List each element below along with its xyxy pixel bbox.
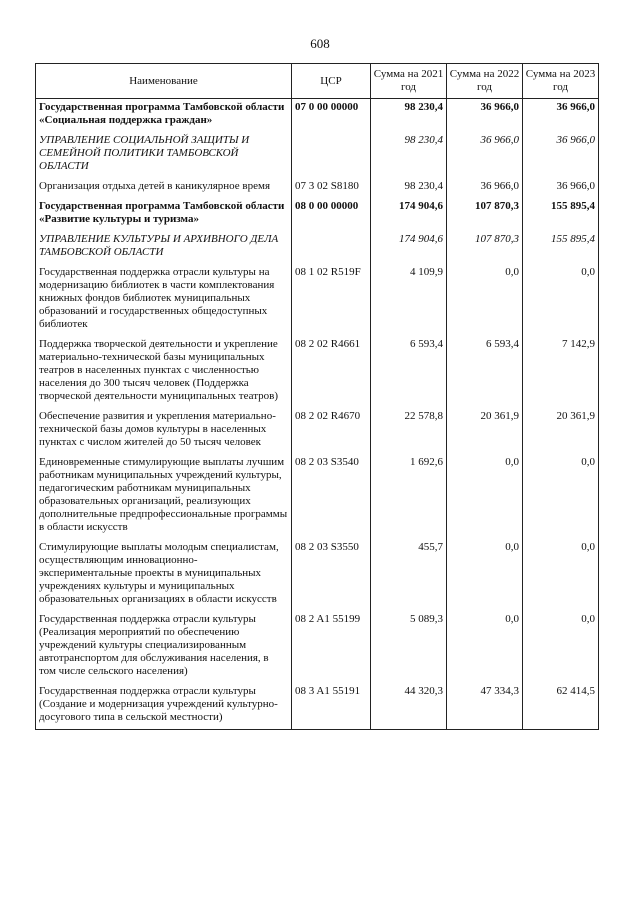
row-sum-2023-cell: 20 361,9: [523, 408, 599, 454]
row-sum-2023-cell: 155 895,4: [523, 198, 599, 231]
row-sum-2022-cell: 0,0: [447, 264, 523, 336]
row-sum-2021-cell: 98 230,4: [371, 132, 447, 178]
row-code-cell: [292, 231, 371, 264]
table-row: [36, 264, 599, 336]
row-sum-2021-cell: 44 320,3: [371, 683, 447, 730]
row-code-cell: 08 0 00 00000: [292, 198, 371, 231]
row-code-cell: 08 1 02 R519F: [292, 264, 371, 336]
table-row: [36, 454, 599, 539]
row-name-cell: Стимулирующие выплаты молодым специалистам, осуществляющим инновационно-экспериментальные проекты в муниципальных учреждениях культуры и муниципальных образовательных организациях в области искусств: [36, 539, 292, 611]
row-sum-2023-cell: 0,0: [523, 539, 599, 611]
row-sum-2023-cell: 36 966,0: [523, 132, 599, 178]
row-sum-2022-cell: 36 966,0: [447, 178, 523, 198]
row-sum-2022-cell: 0,0: [447, 454, 523, 539]
row-name-cell: Поддержка творческой деятельности и укрепление материально-технической базы муниципальных театров в населенных пунктах с численностью населения до 300 тысяч человек (Поддержка творческой деятельности муниципальных театров): [36, 336, 292, 408]
row-code-cell: 08 2 02 R4661: [292, 336, 371, 408]
row-sum-2023-cell: 155 895,4: [523, 231, 599, 264]
table-row: [36, 198, 599, 231]
row-name-cell: Единовременные стимулирующие выплаты лучшим работникам муниципальных учреждений культуры, педагогическим работникам муниципальных образовательных организаций, реализующих дополнительные предпрофессиональные программы в области искусств: [36, 454, 292, 539]
row-sum-2021-cell: 98 230,4: [371, 178, 447, 198]
row-code-cell: 08 2 02 R4670: [292, 408, 371, 454]
row-name-cell: УПРАВЛЕНИЕ КУЛЬТУРЫ И АРХИВНОГО ДЕЛА ТАМБОВСКОЙ ОБЛАСТИ: [36, 231, 292, 264]
header-sum-2021: Сумма на 2021 год: [371, 64, 447, 99]
row-sum-2022-cell: 107 870,3: [447, 198, 523, 231]
header-sum-2023: Сумма на 2023 год: [523, 64, 599, 99]
row-code-cell: 08 2 03 S3540: [292, 454, 371, 539]
header-name: Наименование: [36, 64, 292, 99]
table-row: [36, 408, 599, 454]
table-row: [36, 99, 599, 133]
table-row: [36, 178, 599, 198]
row-code-cell: 07 0 00 00000: [292, 99, 371, 133]
row-name-cell: Государственная программа Тамбовской области «Развитие культуры и туризма»: [36, 198, 292, 231]
row-sum-2021-cell: 22 578,8: [371, 408, 447, 454]
row-sum-2021-cell: 455,7: [371, 539, 447, 611]
row-sum-2023-cell: 0,0: [523, 454, 599, 539]
row-sum-2021-cell: 6 593,4: [371, 336, 447, 408]
row-name-cell: Обеспечение развития и укрепления материально-технической базы домов культуры в населенных пунктах с числом жителей до 50 тысяч человек: [36, 408, 292, 454]
row-sum-2023-cell: 36 966,0: [523, 178, 599, 198]
table-row: [36, 683, 599, 730]
row-code-cell: [292, 132, 371, 178]
row-sum-2022-cell: 0,0: [447, 539, 523, 611]
row-sum-2021-cell: 174 904,6: [371, 231, 447, 264]
table-row: [36, 539, 599, 611]
row-sum-2023-cell: 0,0: [523, 264, 599, 336]
page-number: 608: [310, 36, 330, 51]
header-sum-2022: Сумма на 2022 год: [447, 64, 523, 99]
row-code-cell: 08 3 A1 55191: [292, 683, 371, 730]
row-sum-2022-cell: 36 966,0: [447, 99, 523, 133]
row-sum-2023-cell: 36 966,0: [523, 99, 599, 133]
row-name-cell: Государственная программа Тамбовской области «Социальная поддержка граждан»: [36, 99, 292, 133]
table-header-row: [36, 64, 599, 99]
row-name-cell: Организация отдыха детей в каникулярное время: [36, 178, 292, 198]
row-code-cell: 08 2 03 S3550: [292, 539, 371, 611]
table-row: [36, 336, 599, 408]
row-code-cell: 07 3 02 S8180: [292, 178, 371, 198]
table-row: [36, 132, 599, 178]
row-sum-2023-cell: 62 414,5: [523, 683, 599, 730]
header-code: ЦСР: [292, 64, 371, 99]
row-name-cell: Государственная поддержка отрасли культуры (Реализация мероприятий по обеспечению учреждений культуры специализированным автотранспортом для обслуживания населения, в том числе сельского населения): [36, 611, 292, 683]
row-name-cell: УПРАВЛЕНИЕ СОЦИАЛЬНОЙ ЗАЩИТЫ И СЕМЕЙНОЙ ПОЛИТИКИ ТАМБОВСКОЙ ОБЛАСТИ: [36, 132, 292, 178]
budget-table: [35, 63, 599, 730]
row-sum-2021-cell: 5 089,3: [371, 611, 447, 683]
table-row: [36, 231, 599, 264]
row-sum-2021-cell: 1 692,6: [371, 454, 447, 539]
row-name-cell: Государственная поддержка отрасли культуры на модернизацию библиотек в части комплектования книжных фондов библиотек муниципальных образований и государственных общедоступных библиотек: [36, 264, 292, 336]
row-sum-2022-cell: 0,0: [447, 611, 523, 683]
row-sum-2022-cell: 107 870,3: [447, 231, 523, 264]
table-row: [36, 611, 599, 683]
row-sum-2021-cell: 174 904,6: [371, 198, 447, 231]
row-sum-2022-cell: 20 361,9: [447, 408, 523, 454]
row-sum-2021-cell: 98 230,4: [371, 99, 447, 133]
row-sum-2023-cell: 0,0: [523, 611, 599, 683]
row-code-cell: 08 2 A1 55199: [292, 611, 371, 683]
row-sum-2022-cell: 6 593,4: [447, 336, 523, 408]
row-sum-2022-cell: 47 334,3: [447, 683, 523, 730]
row-name-cell: Государственная поддержка отрасли культуры (Создание и модернизация учреждений культурно-досугового типа в сельской местности): [36, 683, 292, 730]
row-sum-2021-cell: 4 109,9: [371, 264, 447, 336]
row-sum-2023-cell: 7 142,9: [523, 336, 599, 408]
row-sum-2022-cell: 36 966,0: [447, 132, 523, 178]
